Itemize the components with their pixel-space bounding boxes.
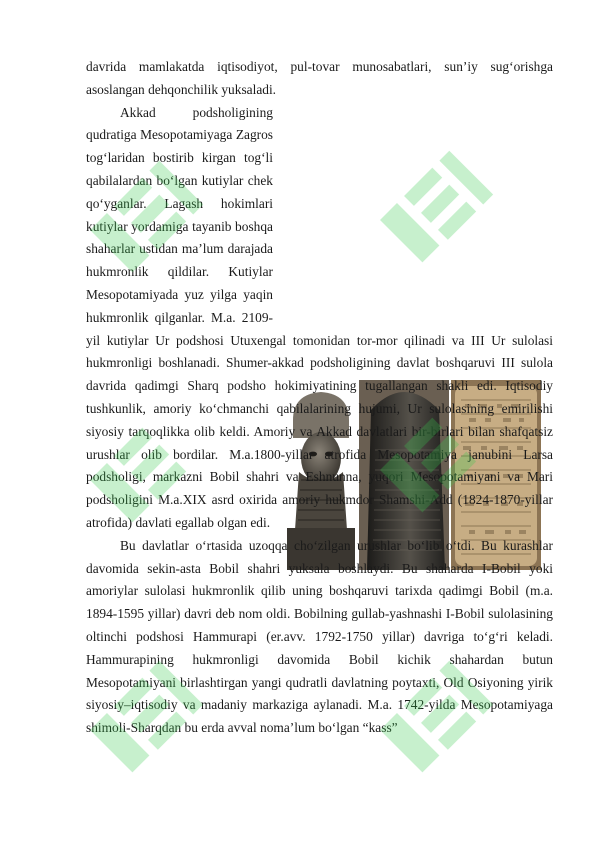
paragraph-2: Akkad podsholigining qudratiga Mesopotamiyaga Zagros tog‘laridan bostirib kirgan tog‘li qabilalardan bo‘lgan kutiylar chek qo‘yganlar. Lagash hokimlari kutiylar yordamiga tayanib boshqa shaharlar ustidan ma’lum darajada hukmronlik qildilar. Kutiylar Mesopotamiyada yuz yilga yaqin hukmronlik qilganlar. M.a. 2109-yil kutiylar Ur podshosi Utuxengal tomonidan tor-mor qilinadi va III Ur sulolasi hukmronligi boshlanadi. Shumer-akkad podsholigining davlat boshqaruvi III sulola davrida qadimgi Sharq podsho hokimiyatining tugallangan shakli edi. Iqtisodiy tushkunlik, amoriy ko‘chmanchi qabilalarining hujumi, Ur sulolasining emirilishi siyosiy tarqoqlikka olib keldi. Amoriy va Akkad davlatlari bir-birlari bilan shafqatsiz urushlar olib bordilar. M.a.1800-yillar atrofida Mesopotamiya janubini Larsa podsholigi, markazni Bobil shahri va Eshnunna, yuqori Mesopotamiyani va Mari podsholigini M.a.XIX asrd oxirida amoriy hukmdor Shamshi-Add (1824-1870-yillar atrofida) davlati egallab olgan edi. [86, 104, 553, 530]
paragraph-3: Bu davlatlar o‘rtasida uzoqqa cho‘zilgan urushlar bo‘lib o‘tdi. Bu kurashlar davomida sekin-asta Bobil shahri yuksala boshlaydi. Bu shaharda I-Bobil yoki amoriylar sulolasi hukmronlik qilib uning boshqaruvi tarixda qadimgi Bobil (m.a. 1894-1595 yillar) davri deb nom oldi. Bobilning gullab-yashnashi I-Bobil sulolasining oltinchi podshosi Hammurapi (er.avv. 1792-1750 yillar) davriga to‘g‘ri keladi. Hammurapining hukmronligi davomida Bobil kichik shahardan butun Mesopotamiyani birlashtirgan yangi qudratli davlatning poytaxti, Old Osiyoning yirik siyosiy–iqtisodiy va madaniy markaziga aylanadi. M.a. 1742-yilda Mesopotamiyaga shimoli-Sharqdan bu erda avval noma’lum bo‘lgan “kass” [86, 537, 553, 736]
paragraph-1: davrida mamlakatda iqtisodiyot, pul-tovar munosabatlari, sun’iy sug‘orishga asoslangan dehqonchilik yuksaladi. [86, 59, 553, 97]
body-text [86, 56, 553, 740]
image-float-spacer [283, 106, 553, 320]
